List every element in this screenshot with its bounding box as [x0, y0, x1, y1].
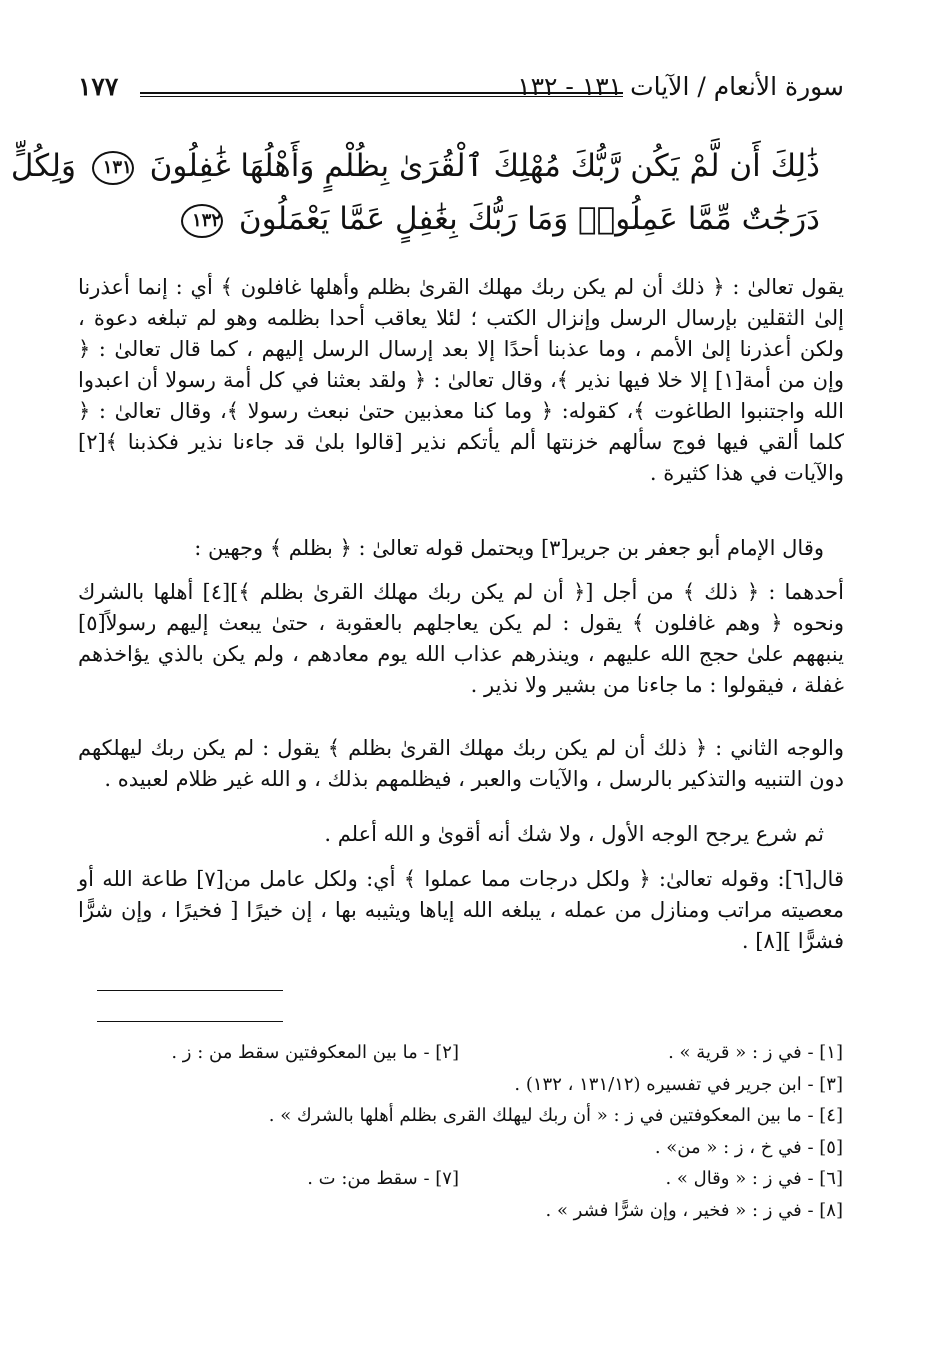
page-header [78, 70, 844, 110]
commentary-paragraph-6: قال[٦]: وقوله تعالىٰ: ﴿ ولكل درجات مما عملوا ﴾ أي: ولكل عامل من[٧] طاعة الله أو معصيته مراتب ومنازل من عمله ، يبلغه الله إياها ويثيبه بها ، إن خيرًا [ فخيرًا ، وإن شرًّا فشرًّا ][٨] . [78, 867, 844, 953]
running-title: سورة الأنعام / الآيات ١٣١ - ١٣٢ [517, 72, 844, 101]
quran-verse-line-2 [100, 201, 820, 238]
footnote-8: [٨] - في ز : « فخير ، وإن شرًّا فشر » . [545, 1200, 843, 1221]
footnote-2: [٢] - ما بين المعكوفتين سقط من : ز . [171, 1042, 459, 1063]
verse-132-start: وَلِكُلٍّ [10, 148, 76, 184]
commentary-paragraph-3: أحدهما : ﴿ ذلك ﴾ من أجل [﴿ أن لم يكن ربك مهلك القرىٰ بظلم ﴾][٤] أهلها بالشرك ونحوه ﴿ وهم غافلون ﴾ يقول : لم يكن يعاجلهم بالعقوبة ، حتىٰ يبعث إليهم رسولاً[٥] ينبههم علىٰ حجج الله عليهم ، وينذرهم عذاب الله يوم معادهم ، ولم يكن بالذي يؤاخذهم غفلة ، فيقولوا : ما جاءنا من بشير ولا نذير . [78, 580, 844, 697]
verse-number-132: ١٣٢ [181, 204, 223, 238]
footnote-5: [٥] - في خ ، ز : « من» . [654, 1137, 843, 1158]
commentary-paragraph-4: والوجه الثاني : ﴿ ذلك أن لم يكن ربك مهلك القرىٰ بظلم ﴾ يقول : لم يكن ربك ليهلكهم دون التنبيه والتذكير بالرسل ، والآيات والعبر ، فيظلمهم بذلك ، و الله غير ظلام لعبيده . [78, 736, 844, 791]
verse-132-text: دَرَجَٰتٌ مِّمَّا عَمِلُوا۟ وَمَا رَبُّكَ بِغَٰفِلٍ عَمَّا يَعْمَلُونَ [238, 201, 820, 237]
verse-131-text: ذَٰلِكَ أَن لَّمْ يَكُن رَّبُّكَ مُهْلِكَ ٱلْقُرَىٰ بِظُلْمٍ وَأَهْلُهَا غَٰفِلُونَ [149, 148, 820, 184]
footnote-6: [٦] - في ز : « وقال » . [665, 1168, 843, 1189]
footnote-3: [٣] - ابن جرير في تفسيره (١٣١/١٢ ، ١٣٢) . [514, 1074, 843, 1095]
footnote-4: [٤] - ما بين المعكوفتين في ز : « أن ربك ليهلك القرى بظلم أهلها بالشرك » . [268, 1105, 843, 1126]
footnote-separator-2 [97, 1021, 283, 1022]
commentary-paragraph-2: وقال الإمام أبو جعفر بن جرير[٣] ويحتمل قوله تعالىٰ : ﴿ بظلم ﴾ وجهين : [194, 536, 824, 560]
page-number: ١٧٧ [78, 72, 119, 101]
header-rule [140, 92, 623, 97]
footnote-separator [97, 990, 283, 991]
commentary-paragraph-1: يقول تعالىٰ : ﴿ ذلك أن لم يكن ربك مهلك القرىٰ بظلم وأهلها غافلون ﴾ أي : إنما أعذرنا إلىٰ الثقلين بإرسال الرسل وإنزال الكتب ؛ لئلا يعاقب أحدا بظلمه وهو لم تبلغه دعوة ، ولكن أعذرنا إلىٰ الأمم ، وما عذبنا أحدًا إلا بعد إرسال الرسل إليهم ، كما قال تعالىٰ : ﴿ وإن من أمة[١] إلا خلا فيها نذير ﴾، وقال تعالىٰ : ﴿ ولقد بعثنا في كل أمة رسولا أن اعبدوا الله واجتنبوا الطاغوت ﴾، كقوله: ﴿ وما كنا معذبين حتىٰ نبعث رسولا ﴾، وقال تعالىٰ : ﴿ كلما ألقي فيها فوج سألهم خزنتها ألم يأتكم نذير [قالوا بلىٰ قد جاءنا نذير فكذبنا ﴾[٢] والآيات في هذا كثيرة . [78, 275, 844, 485]
footnote-1: [١] - في ز : « قرية » . [668, 1042, 843, 1063]
footnote-7: [٧] - سقط من: ت . [307, 1168, 459, 1189]
quran-verse-line-1 [10, 148, 820, 185]
commentary-paragraph-5: ثم شرع يرجح الوجه الأول ، ولا شك أنه أقوىٰ و الله أعلم . [324, 822, 824, 846]
verse-number-131: ١٣١ [92, 151, 134, 185]
